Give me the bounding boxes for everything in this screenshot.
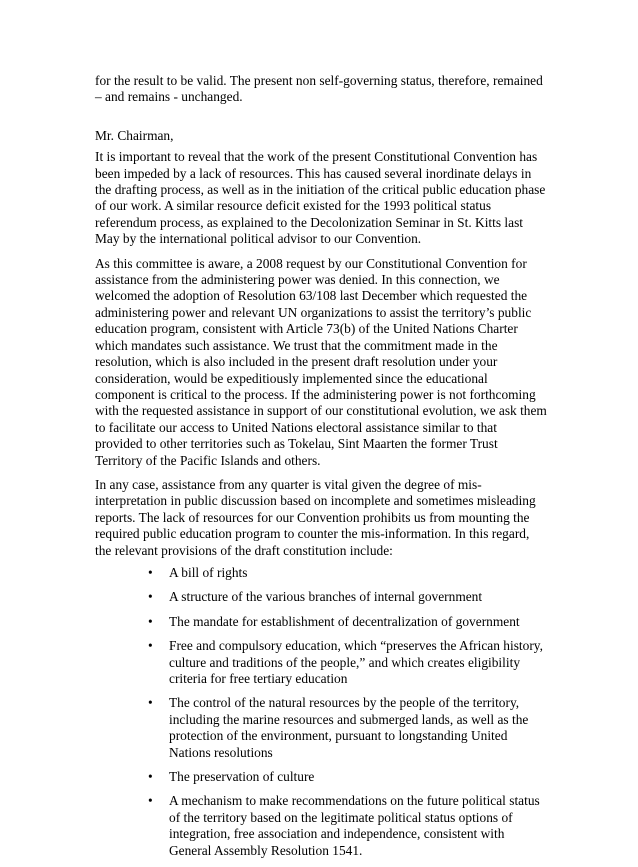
paragraph-assistance: In any case, assistance from any quarter is vital given the degree of mis-interpretation in public discussion based on incomplete and sometimes misleading reports. The lack of resources for our Convention prohibits us from mounting the required public education program to counter the mis-information. In this regard, the relevant provisions of the draft constitution include: [95, 476, 536, 558]
list-item [95, 614, 547, 630]
bullet-icon: • [148, 769, 153, 785]
paragraph-continuation: for the result to be valid. The present non self-governing status, therefore, remained – and remains - unchanged. [95, 73, 543, 105]
list-item [95, 695, 547, 761]
bullet-icon: • [148, 793, 153, 809]
bullet-icon: • [148, 638, 153, 654]
bullet-icon: • [148, 564, 153, 580]
list-item-text: A mechanism to make recommendations on the future political status of the territory based on the legitimate political status options of integration, free association and independence, consistent with General Assembly Resolution 1541. [169, 793, 540, 858]
list-item [95, 769, 547, 785]
list-item [95, 793, 547, 859]
list-item [95, 638, 547, 687]
bullet-icon: • [148, 613, 153, 629]
paragraph-request: As this committee is aware, a 2008 request by our Constitutional Convention for assistance from the administering power was denied. In this connection, we welcomed the adoption of Resolution 63/108 last December which requested the administering power and relevant UN organizations to assist the territory’s public education program, consistent with Article 73(b) of the United Nations Charter which mandates such assistance. We trust that the commitment made in the resolution, which is also included in the present draft resolution under your consideration, would be expeditiously implemented since the educational component is critical to the process. If the administering power is not forthcoming with the requested assistance in support of our constitutional evolution, we ask them to facilitate our access to United Nations electoral assistance similar to that provided to other territories such as Tokelau, Sint Maarten the former Trust Territory of the Pacific Islands and others. [95, 255, 547, 468]
list-item [95, 589, 547, 605]
salutation: Mr. Chairman, [95, 127, 174, 143]
bullet-icon: • [148, 695, 153, 711]
bullet-icon: • [148, 589, 153, 605]
list-item-text: A bill of rights [169, 564, 248, 580]
list-item-text: The control of the natural resources by the people of the territory, including the marine resources and submerged lands, as well as the protection of the environment, pursuant to longstanding United Nations resolutions [169, 695, 529, 760]
list-item-text: The preservation of culture [169, 769, 315, 785]
list-item-text: A structure of the various branches of internal government [169, 589, 483, 605]
paragraph-resources: It is important to reveal that the work of the present Constitutional Convention has been impeded by a lack of resources. This has caused several inordinate delays in the drafting process, as well as in the initiation of the critical public education phase of our work. A similar resource deficit existed for the 1993 political status referendum process, as explained to the Decolonization Seminar in St. Kitts last May by the international political advisor to our Convention. [95, 149, 546, 247]
provisions-list [95, 565, 547, 859]
list-item-text: Free and compulsory education, which “preserves the African history, culture and traditions of the people,” and which creates eligibility criteria for free tertiary education [169, 638, 543, 686]
list-item-text: The mandate for establishment of decentralization of government [169, 613, 520, 629]
list-item [95, 565, 547, 581]
document-body [95, 73, 547, 867]
